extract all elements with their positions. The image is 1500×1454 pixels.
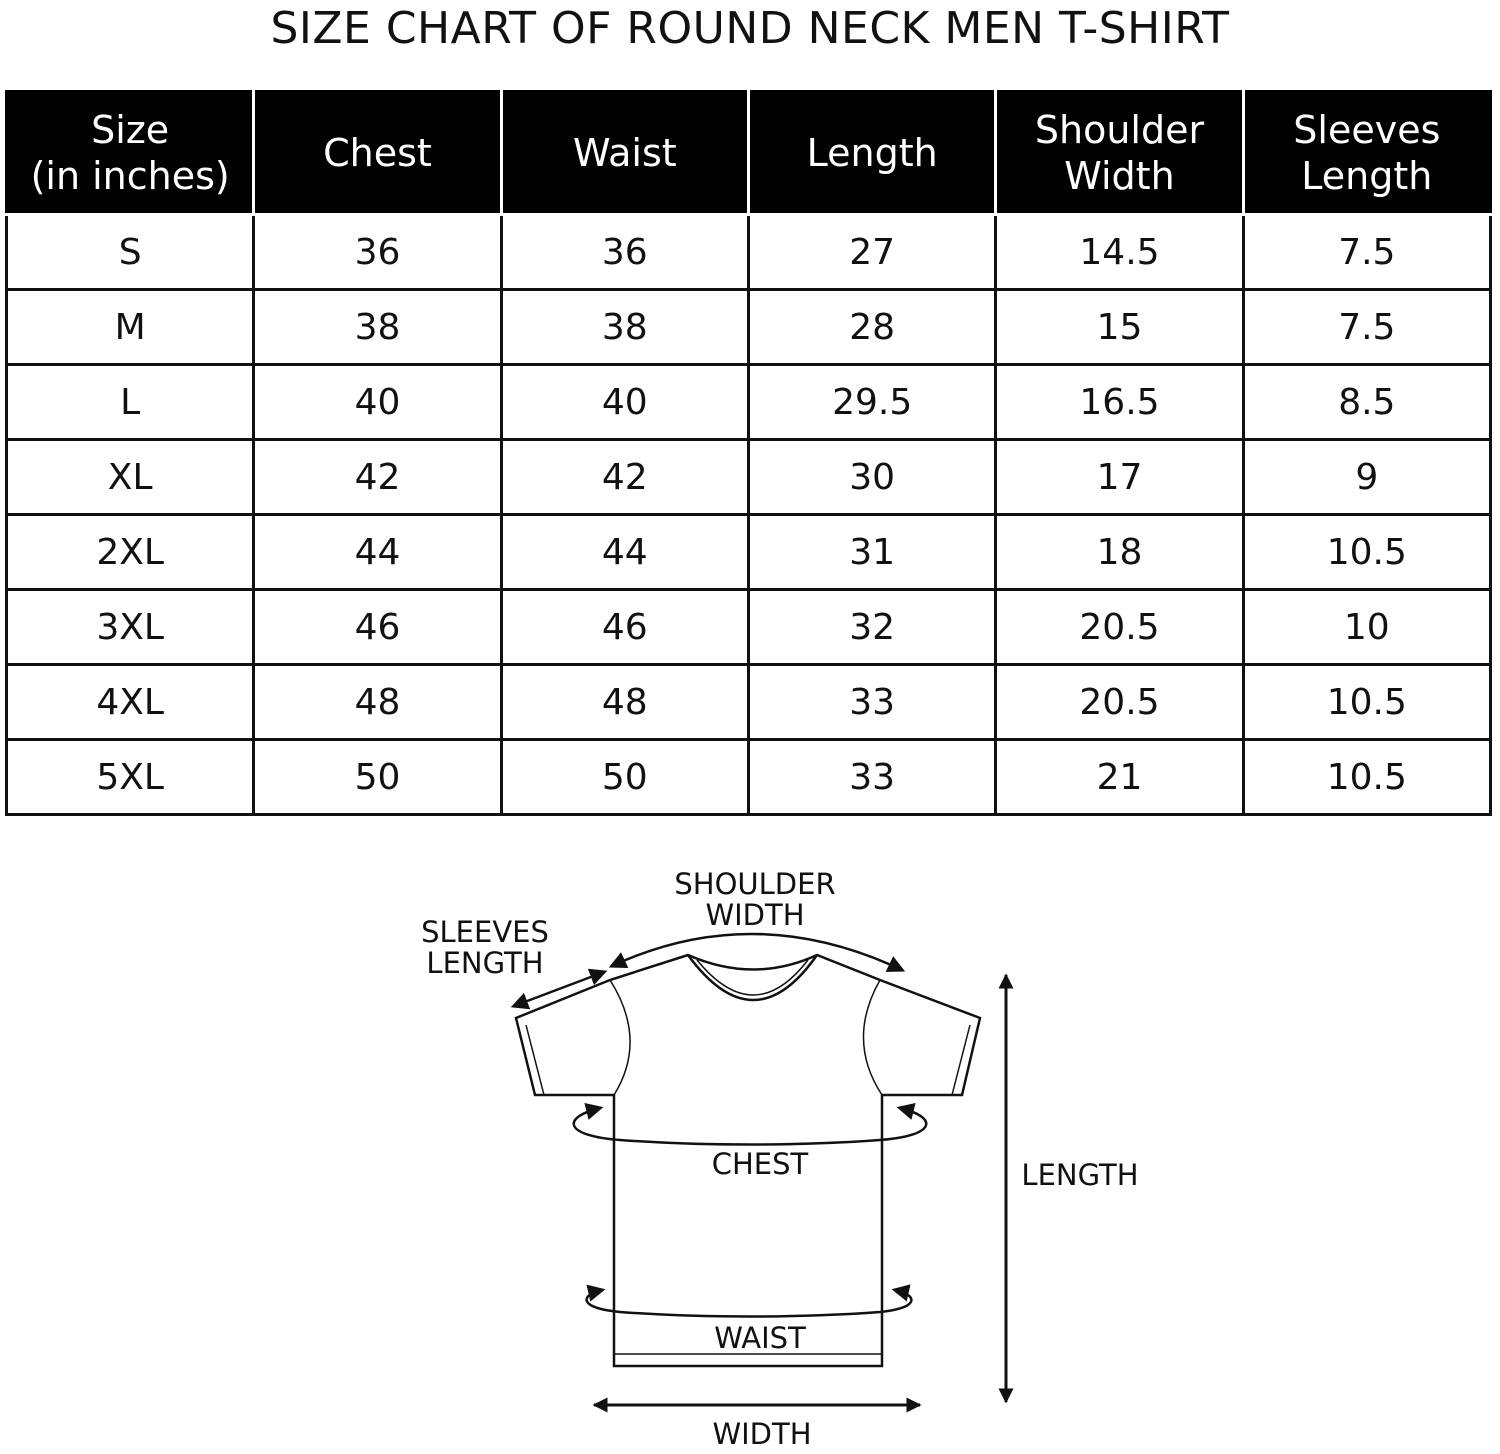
shoulder-width-cell: 18	[996, 515, 1243, 590]
waist-cell: 40	[501, 365, 748, 440]
table-row	[7, 290, 1491, 365]
width-label: WIDTH	[712, 1417, 812, 1451]
length-cell: 28	[748, 290, 995, 365]
size-cell: 3XL	[7, 590, 254, 665]
waist-label: WAIST	[714, 1321, 806, 1355]
shoulder-width-cell: 21	[996, 740, 1243, 815]
length-cell: 29.5	[748, 365, 995, 440]
sleeves-length-cell: 10.5	[1243, 740, 1490, 815]
table-row	[7, 590, 1491, 665]
sleeves-length-cell: 10.5	[1243, 665, 1490, 740]
header-shoulder-width-line1: Shoulder	[1034, 108, 1205, 152]
waist-cell: 50	[501, 740, 748, 815]
waist-cell: 36	[501, 215, 748, 290]
chest-cell: 38	[254, 290, 501, 365]
table-row	[7, 215, 1491, 290]
length-cell: 33	[748, 740, 995, 815]
table-row	[7, 365, 1491, 440]
size-cell: 2XL	[7, 515, 254, 590]
shoulder-width-label-line2: WIDTH	[705, 898, 805, 932]
header-length-label: Length	[806, 131, 938, 175]
header-sleeves-length-line2: Length	[1301, 154, 1433, 198]
chest-measure-loop	[574, 1108, 926, 1145]
shoulder-width-label-line1: SHOULDER	[674, 867, 836, 901]
size-table	[5, 90, 1492, 816]
waist-measure-loop	[587, 1290, 912, 1317]
header-shoulder-width	[996, 92, 1243, 215]
shoulder-width-cell: 15	[996, 290, 1243, 365]
chest-cell: 40	[254, 365, 501, 440]
length-cell: 32	[748, 590, 995, 665]
sleeves-length-cell: 10.5	[1243, 515, 1490, 590]
chest-cell: 48	[254, 665, 501, 740]
table-row	[7, 440, 1491, 515]
sleeves-length-cell: 7.5	[1243, 215, 1490, 290]
waist-cell: 46	[501, 590, 748, 665]
size-cell: 4XL	[7, 665, 254, 740]
sleeves-length-cell: 10	[1243, 590, 1490, 665]
table-row	[7, 740, 1491, 815]
sleeves-length-cell: 8.5	[1243, 365, 1490, 440]
size-cell: L	[7, 365, 254, 440]
header-waist	[501, 92, 748, 215]
shoulder-width-cell: 20.5	[996, 590, 1243, 665]
length-cell: 30	[748, 440, 995, 515]
chest-cell: 44	[254, 515, 501, 590]
waist-cell: 38	[501, 290, 748, 365]
shoulder-width-cell: 20.5	[996, 665, 1243, 740]
waist-cell: 44	[501, 515, 748, 590]
header-size	[7, 92, 254, 215]
length-cell: 31	[748, 515, 995, 590]
chest-cell: 46	[254, 590, 501, 665]
sleeves-length-cell: 9	[1243, 440, 1490, 515]
header-size-line2: (in inches)	[30, 154, 230, 198]
header-length	[748, 92, 995, 215]
waist-cell: 42	[501, 440, 748, 515]
table-header-row	[7, 92, 1491, 215]
chest-cell: 36	[254, 215, 501, 290]
size-cell: S	[7, 215, 254, 290]
table-row	[7, 665, 1491, 740]
shoulder-width-cell: 16.5	[996, 365, 1243, 440]
size-cell: 5XL	[7, 740, 254, 815]
header-shoulder-width-line2: Width	[1064, 154, 1175, 198]
tshirt-measurement-diagram	[0, 850, 1500, 1454]
sleeves-length-label-line1: SLEEVES	[421, 915, 549, 949]
header-waist-label: Waist	[572, 131, 677, 175]
table-row	[7, 515, 1491, 590]
sleeves-length-cell: 7.5	[1243, 290, 1490, 365]
shoulder-width-cell: 17	[996, 440, 1243, 515]
header-sleeves-length	[1243, 92, 1490, 215]
size-cell: XL	[7, 440, 254, 515]
shoulder-width-cell: 14.5	[996, 215, 1243, 290]
header-chest-label: Chest	[323, 131, 432, 175]
header-size-line1: Size	[91, 108, 170, 152]
sleeves-length-label-line2: LENGTH	[426, 946, 544, 980]
length-cell: 27	[748, 215, 995, 290]
size-cell: M	[7, 290, 254, 365]
tshirt-diagram-svg	[0, 850, 1500, 1454]
header-chest	[254, 92, 501, 215]
length-cell: 33	[748, 665, 995, 740]
waist-cell: 48	[501, 665, 748, 740]
chest-cell: 50	[254, 740, 501, 815]
chest-cell: 42	[254, 440, 501, 515]
chest-label: CHEST	[711, 1147, 809, 1181]
length-label: LENGTH	[1021, 1158, 1139, 1192]
page-title: SIZE CHART OF ROUND NECK MEN T-SHIRT	[270, 3, 1230, 54]
header-sleeves-length-line1: Sleeves	[1293, 108, 1441, 152]
